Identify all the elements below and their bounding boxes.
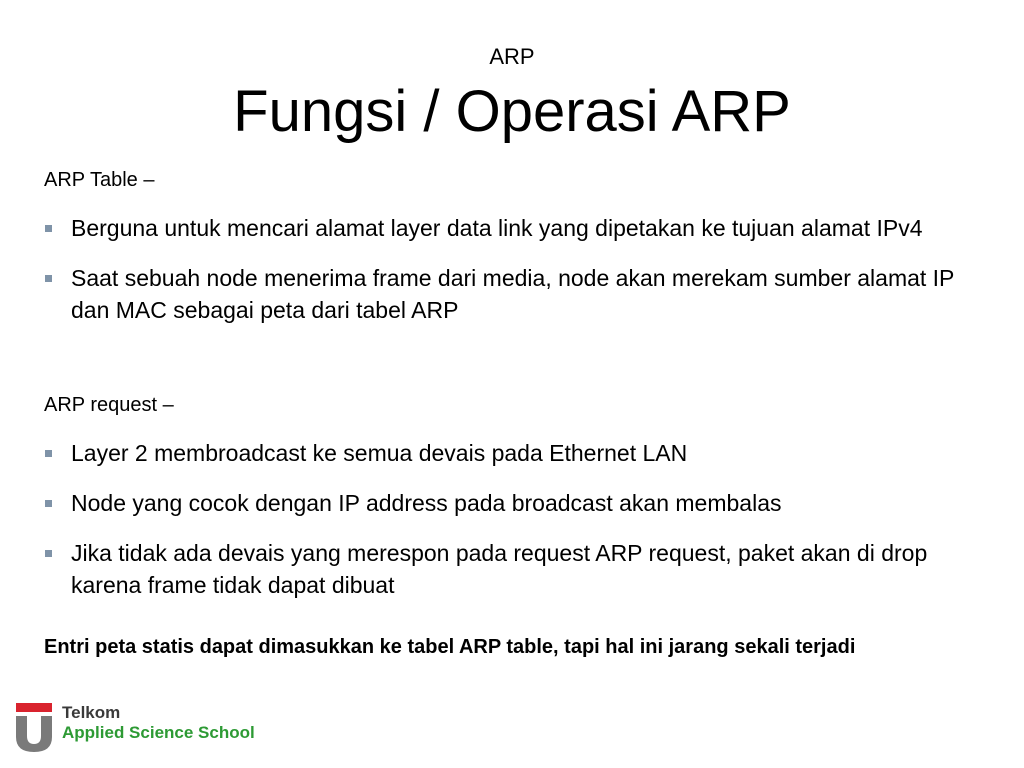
square-bullet-icon <box>45 550 52 557</box>
arp-request-bullet-list <box>44 437 984 619</box>
square-bullet-icon <box>45 500 52 507</box>
square-bullet-icon <box>45 275 52 282</box>
section-label-arp-table: ARP Table – <box>44 169 155 191</box>
static-entry-note: Entri peta statis dapat dimasukkan ke tabel ARP table, tapi hal ini jarang sekali terjadi <box>44 636 856 658</box>
bullet-text: Jika tidak ada devais yang merespon pada request ARP request, paket akan di drop karena frame tidak dapat dibuat <box>71 540 928 598</box>
telkom-logo <box>14 699 284 754</box>
bullet-text: Berguna untuk mencari alamat layer data link yang dipetakan ke tujuan alamat IPv4 <box>71 215 923 241</box>
bullet-text: Node yang cocok dengan IP address pada broadcast akan membalas <box>71 490 782 516</box>
bullet-item <box>44 437 984 469</box>
section-label-arp-request: ARP request – <box>44 394 174 416</box>
bullet-item <box>44 212 984 244</box>
bullet-item <box>44 487 984 519</box>
square-bullet-icon <box>45 450 52 457</box>
bullet-item <box>44 537 984 601</box>
slide-subtitle: ARP <box>489 44 535 69</box>
logo-text-telkom: Telkom <box>62 703 121 722</box>
slide-title: Fungsi / Operasi ARP <box>233 79 791 144</box>
logo-red-bar <box>16 703 52 712</box>
bullet-text: Layer 2 membroadcast ke semua devais pada Ethernet LAN <box>71 440 688 466</box>
logo-gray-u-shape <box>16 716 52 752</box>
arp-table-bullet-list <box>44 212 984 344</box>
bullet-item <box>44 262 984 326</box>
logo-text-school: Applied Science School <box>62 723 255 742</box>
telkom-logo-icon <box>14 699 54 754</box>
bullet-text: Saat sebuah node menerima frame dari media, node akan merekam sumber alamat IP dan MAC sebagai peta dari tabel ARP <box>71 265 954 323</box>
square-bullet-icon <box>45 225 52 232</box>
